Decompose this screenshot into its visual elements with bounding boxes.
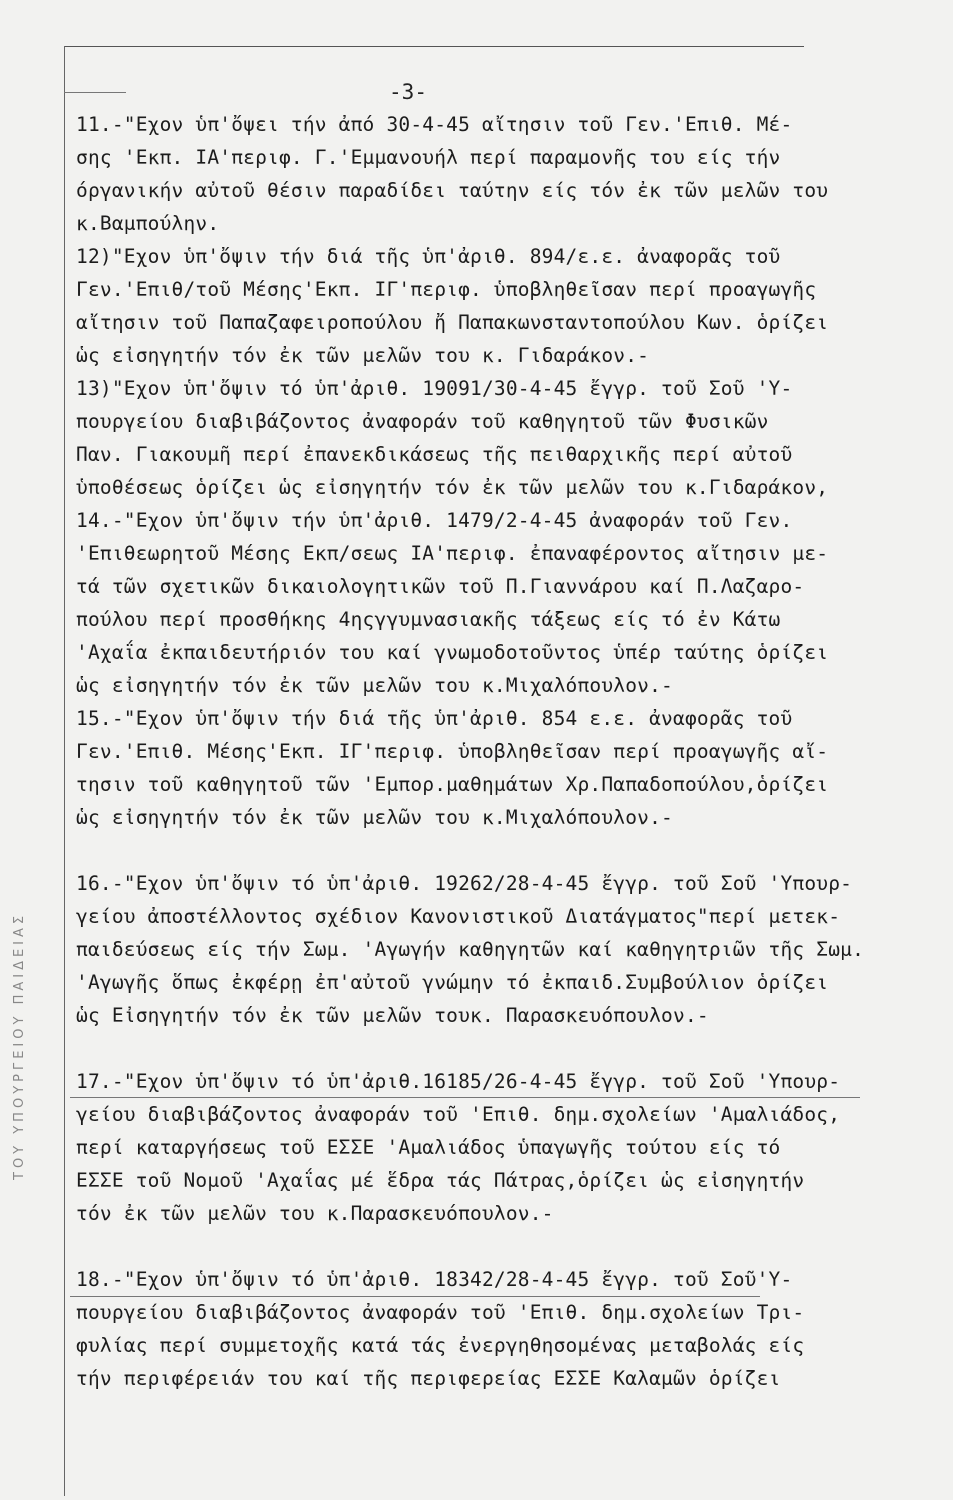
- text-line: ὡς εἰσηγητήν τόν ἐκ τῶν μελῶν του κ. Γιδαράκον.-: [76, 344, 650, 367]
- text-line: σης 'Εκπ. ΙΑ'περιφ. Γ.'Εμμανουήλ περί παραμονῆς του είς τήν: [76, 146, 781, 169]
- text-line: γείου ἀποστέλλοντος σχέδιον Κανονιστικοῦ Διατάγματος"περί μετεκ-: [76, 905, 841, 928]
- text-line: πουργείου διαβιβάζοντος ἀναφοράν τοῦ 'Επιθ. δημ.σχολείων Τρι-: [76, 1301, 805, 1324]
- side-margin-text: ΤΟΥ ΥΠΟΥΡΓΕΙΟΥ ΠΑΙΔΕΙΑΣ: [12, 911, 27, 1180]
- document-body: [76, 108, 946, 1395]
- text-line: παιδεύσεως είς τήν Σωμ. 'Αγωγήν καθηγητῶν καί καθηγητριῶν τῆς Σωμ.: [76, 938, 865, 961]
- page-frame-top-line: [64, 46, 804, 47]
- text-line: 'Αχαΐα ἐκπαιδευτήριόν του καί γνωμοδοτοῦντος ὑπέρ ταύτης ὁρίζει: [76, 641, 829, 664]
- text-line: Παν. Γιακουμῆ περί ἐπανεκδικάσεως τῆς πειθαρχικῆς περί αὐτοῦ: [76, 443, 793, 466]
- text-line: Γεν.'Επιθ. Μέσης'Εκπ. ΙΓ'περιφ. ὑποβληθεῖσαν περί προαγωγῆς αἴ-: [76, 740, 829, 763]
- text-line: κ.Βαμπούλην.: [76, 212, 220, 235]
- text-line: αἴτησιν τοῦ Παπαζαφειροπούλου ἤ Παπακωνσταντοπούλου Κων. ὁρίζει: [76, 311, 829, 334]
- page-frame-corner-mark: [64, 92, 126, 93]
- page-frame-left-line: [64, 46, 65, 1496]
- text-line: ὡς εἰσηγητήν τόν ἐκ τῶν μελῶν του κ.Μιχαλόπουλον.-: [76, 674, 673, 697]
- text-line: 16.-"Εχον ὑπ'ὄψιν τό ὑπ'ἀριθ. 19262/28-4-45 ἔγγρ. τοῦ Σοῦ 'Υπουρ-: [76, 872, 853, 895]
- text-line: τησιν τοῦ καθηγητοῦ τῶν 'Εμπορ.μαθημάτων Χρ.Παπαδοπούλου,ὁρίζει: [76, 773, 829, 796]
- text-line: 13)"Εχον ὑπ'ὄψιν τό ὑπ'ἀριθ. 19091/30-4-45 ἔγγρ. τοῦ Σοῦ 'Υ-: [76, 377, 793, 400]
- text-line: φυλίας περί συμμετοχῆς κατά τάς ἐνεργηθησομένας μεταβολάς είς: [76, 1334, 805, 1357]
- text-line: περί καταργήσεως τοῦ ΕΣΣΕ 'Αμαλιάδος ὑπαγωγῆς τούτου είς τό: [76, 1136, 781, 1159]
- page-number: -3-: [389, 80, 427, 104]
- blank-line: [76, 1230, 946, 1263]
- text-line: 'Επιθεωρητοῦ Μέσης Εκπ/σεως ΙΑ'περιφ. ἐπαναφέροντος αἴτησιν με-: [76, 542, 829, 565]
- text-line: 18.-"Εχον ὑπ'ὄψιν τό ὑπ'ἀριθ. 18342/28-4-45 ἔγγρ. τοῦ Σοῦ'Υ-: [76, 1268, 793, 1291]
- text-line: ὡς Εἰσηγητήν τόν ἐκ τῶν μελῶν τουκ. Παρασκευόπουλον.-: [76, 1004, 709, 1027]
- text-line: ΕΣΣΕ τοῦ Νομοῦ 'Αχαΐας μέ ἕδρα τάς Πάτρας,ὁρίζει ὡς εἰσηγητήν: [76, 1169, 805, 1192]
- text-line: ὑποθέσεως ὁρίζει ὡς εἰσηγητήν τόν ἐκ τῶν μελῶν του κ.Γιδαράκον,: [76, 476, 829, 499]
- text-line: Γεν.'Επιθ/τοῦ Μέσης'Εκπ. ΙΓ'περιφ. ὑποβληθεῖσαν περί προαγωγῆς: [76, 278, 817, 301]
- blank-line: [76, 1032, 946, 1065]
- text-line: 11.-"Εχον ὑπ'ὄψει τήν ἀπό 30-4-45 αἴτησιν τοῦ Γεν.'Επιθ. Μέ-: [76, 113, 793, 136]
- text-line: 12)"Εχον ὑπ'ὄψιν τήν διά τῆς ὑπ'ἀριθ. 894/ε.ε. ἀναφορᾶς τοῦ: [76, 245, 781, 268]
- text-line: πουργείου διαβιβάζοντος ἀναφοράν τοῦ καθηγητοῦ τῶν Φυσικῶν: [76, 410, 769, 433]
- text-line: ὡς εἰσηγητήν τόν ἐκ τῶν μελῶν του κ.Μιχαλόπουλον.-: [76, 806, 673, 829]
- text-line: 14.-"Εχον ὑπ'ὄψιν τήν ὑπ'ἀριθ. 1479/2-4-45 ἀναφοράν τοῦ Γεν.: [76, 509, 793, 532]
- text-line: όργανικήν αὐτοῦ θέσιν παραδίδει ταύτην είς τόν ἐκ τῶν μελῶν του: [76, 179, 829, 202]
- blank-line: [76, 834, 946, 867]
- text-line: τόν ἐκ τῶν μελῶν του κ.Παρασκευόπουλον.-: [76, 1202, 554, 1225]
- text-line: 15.-"Εχον ὑπ'ὄψιν τήν διά τῆς ὑπ'ἀριθ. 854 ε.ε. ἀναφορᾶς τοῦ: [76, 707, 793, 730]
- text-line: πούλου περί προσθήκης 4ηςγγυμνασιακῆς τάξεως είς τό ἐν Κάτω: [76, 608, 781, 631]
- text-line: τά τῶν σχετικῶν δικαιολογητικῶν τοῦ Π.Γιαννάρου καί Π.Λαζαρο-: [76, 575, 805, 598]
- text-line: 'Αγωγῆς ὅπως ἐκφέρῃ ἐπ'αὐτοῦ γνώμην τό ἐκπαιδ.Συμβούλιον ὁρίζει: [76, 971, 829, 994]
- text-line: 17.-"Εχον ὑπ'ὄψιν τό ὑπ'ἀριθ.16185/26-4-45 ἔγγρ. τοῦ Σοῦ 'Υπουρ-: [76, 1070, 841, 1093]
- text-line: τήν περιφέρειάν του καί τῆς περιφερείας ΕΣΣΕ Καλαμῶν ὁρίζει: [76, 1367, 781, 1390]
- text-line: γείου διαβιβάζοντος ἀναφοράν τοῦ 'Επιθ. δημ.σχολείων 'Αμαλιάδος,: [76, 1103, 841, 1126]
